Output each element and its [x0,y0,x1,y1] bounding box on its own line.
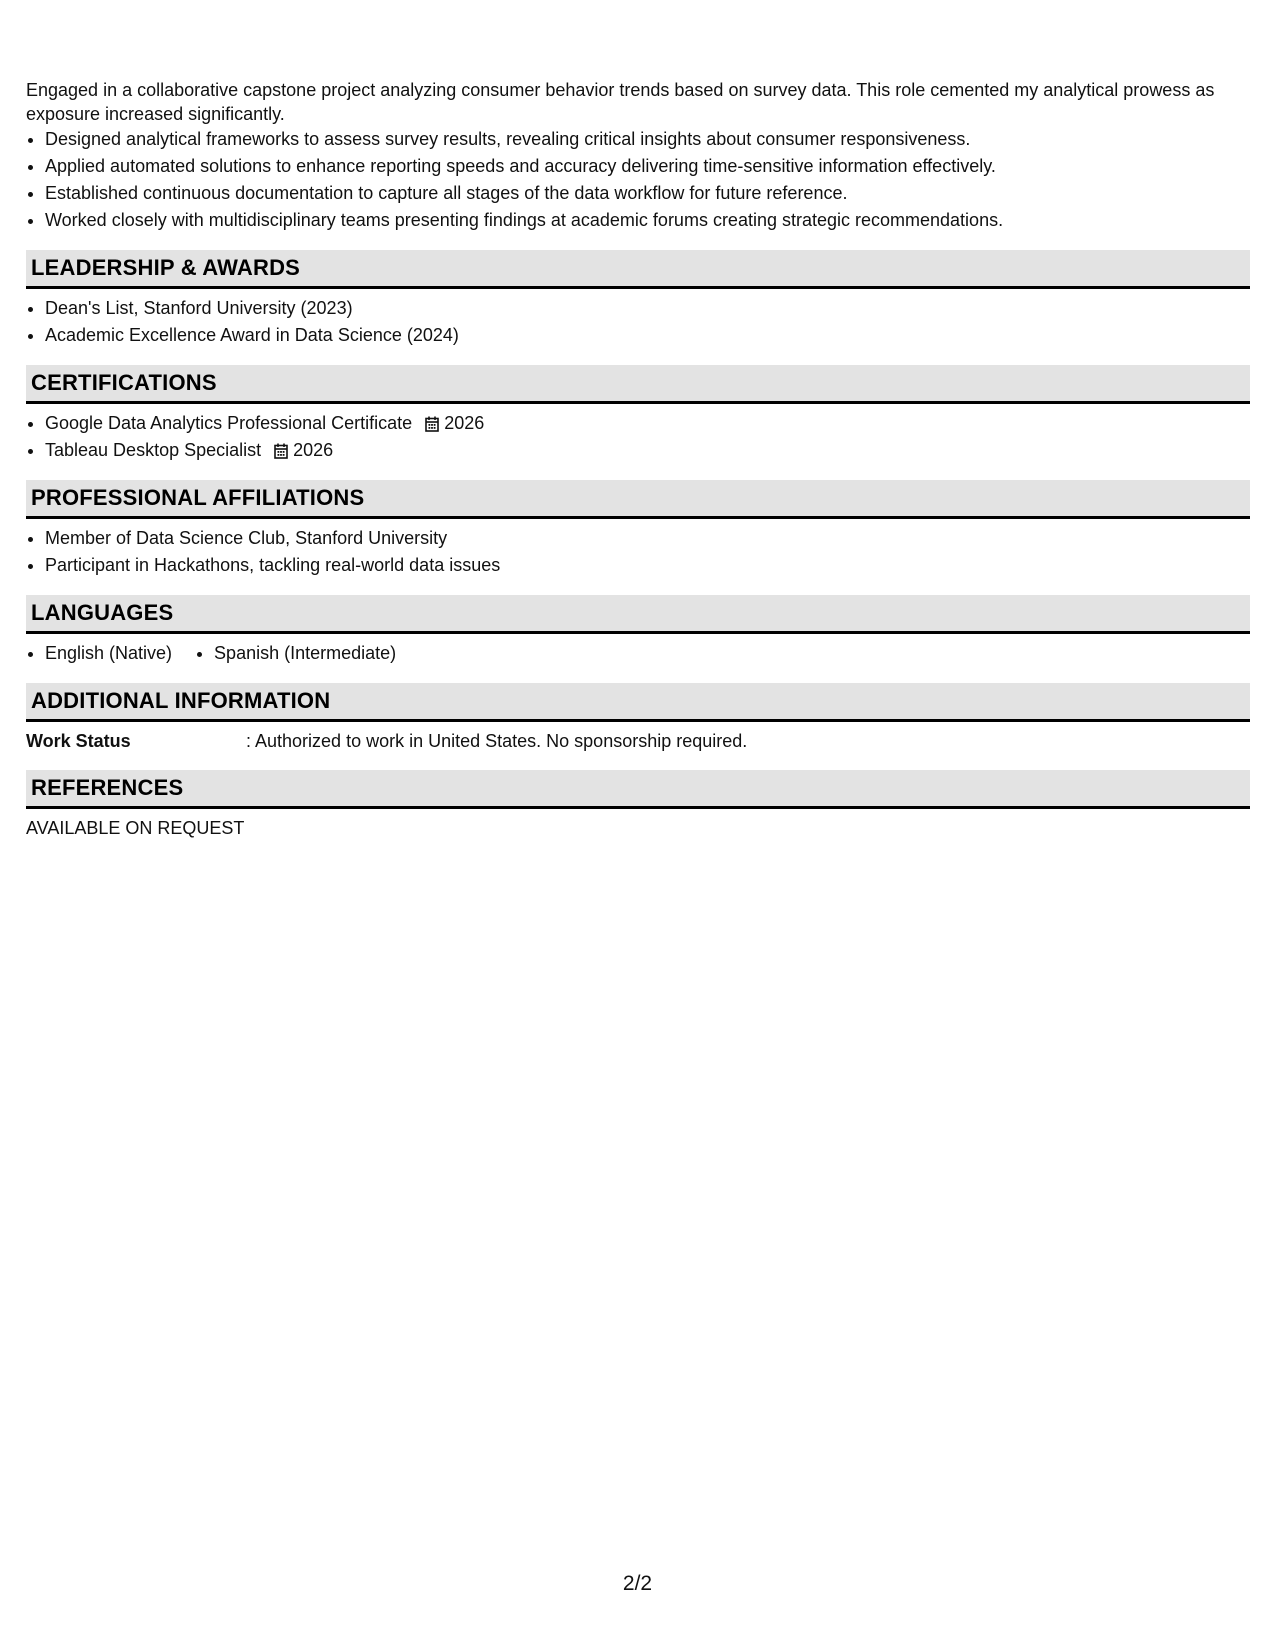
list-item [45,410,1250,437]
additional-info-section [26,683,1250,754]
list-item: • English (Native) [45,640,172,667]
work-status-value: : Authorized to work in United States. No sponsorship required. [246,731,748,751]
leadership-list [26,295,1250,349]
list-item: • Dean's List, Stanford University (2023) [45,295,1250,322]
certifications-section [26,365,1250,464]
certification-year: 2026 [444,413,485,433]
languages-list [26,640,1250,667]
section-title-languages: LANGUAGES [26,595,1250,634]
affiliations-list [26,525,1250,579]
list-item [45,437,1250,464]
section-title-leadership: LEADERSHIP & AWARDS [26,250,1250,289]
certification-name: • Tableau Desktop Specialist [45,440,262,460]
affiliations-section [26,480,1250,579]
references-text: AVAILABLE ON REQUEST [26,818,245,838]
certification-year: 2026 [293,440,334,460]
section-title-affiliations: PROFESSIONAL AFFILIATIONS [26,480,1250,519]
certification-name: • Google Data Analytics Professional Certificate [45,413,413,433]
section-title-additional-info: ADDITIONAL INFORMATION [26,683,1250,722]
list-item: • Spanish (Intermediate) [214,640,396,667]
list-item: • Established continuous documentation to capture all stages of the data workflow for future reference. [45,180,1250,207]
leadership-section [26,250,1250,349]
page-number: 2/2 [622,1572,653,1595]
list-item: • Participant in Hackathons, tackling real-world data issues [45,552,1250,579]
experience-continuation [26,78,1250,234]
work-status-row [26,728,1250,754]
experience-bullets [26,126,1250,234]
certifications-list [26,410,1250,464]
work-status-label: Work Status [26,731,131,751]
list-item: • Worked closely with multidisciplinary teams presenting findings at academic forums creating strategic recommendations. [45,207,1250,234]
references-section [26,770,1250,841]
list-item: • Academic Excellence Award in Data Science (2024) [45,322,1250,349]
list-item: • Applied automated solutions to enhance reporting speeds and accuracy delivering time-sensitive information effectively. [45,153,1250,180]
languages-section [26,595,1250,667]
list-item: • Designed analytical frameworks to assess survey results, revealing critical insights about consumer responsiveness. [45,126,1250,153]
section-title-certifications: CERTIFICATIONS [26,365,1250,404]
list-item: • Member of Data Science Club, Stanford University [45,525,1250,552]
calendar-icon [425,416,439,432]
section-title-references: REFERENCES [26,770,1250,809]
experience-summary: Engaged in a collaborative capstone project analyzing consumer behavior trends based on survey data. This role cemented my analytical prowess as exposure increased significantly. [26,80,1215,124]
calendar-icon [274,443,288,459]
resume-page [26,78,1250,841]
